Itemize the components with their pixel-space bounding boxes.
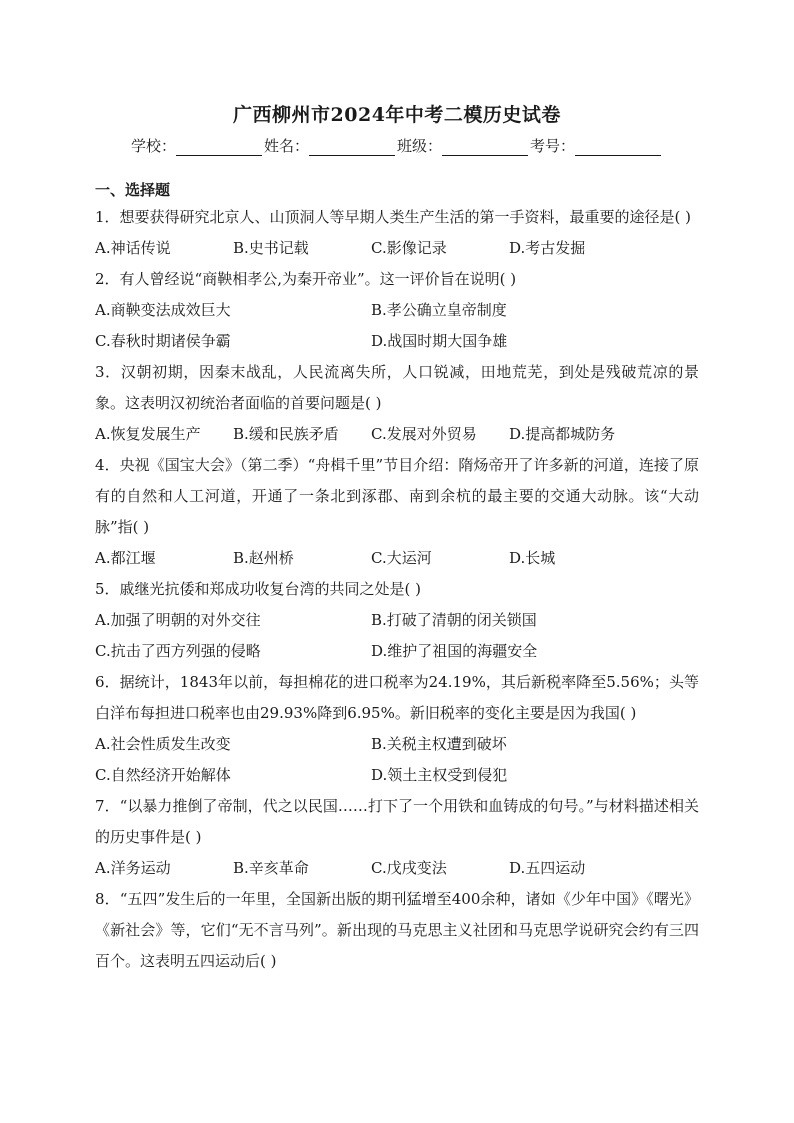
- option-c: C.发展对外贸易: [371, 425, 477, 443]
- option-b: B.孝公确立皇帝制度: [371, 301, 507, 319]
- option-c: C.春秋时期诸侯争霸: [95, 332, 231, 350]
- option-a: A.恢复发展生产: [95, 425, 201, 443]
- class-blank: [442, 139, 528, 156]
- option-a: A.商鞅变法成效巨大: [95, 301, 231, 319]
- info-name: [264, 135, 397, 156]
- question-3: [95, 357, 699, 450]
- section-title: 一、选择题: [95, 181, 171, 199]
- option-a: A.加强了明朝的对外交往: [95, 611, 261, 629]
- info-class: [397, 135, 530, 156]
- options-row: [95, 326, 699, 357]
- question-stem: 8．“五四”发生后的一年里，全国新出版的期刊猛增至400余种，诸如《少年中国》《曙光》《新社会》等，它们“无不言马列”。新出现的马克思主义社团和马克思学说研究会约有三四百个。这表明五四运动后( ): [95, 890, 699, 970]
- options-row: [95, 760, 699, 791]
- options-row: [95, 853, 699, 884]
- question-stem: 1．想要获得研究北京人、山顶洞人等早期人类生产生活的第一手资料，最重要的途径是( ): [95, 208, 692, 226]
- info-label: 班级：: [397, 137, 443, 155]
- options-row: [95, 233, 699, 264]
- option-c: C.大运河: [371, 549, 432, 567]
- info-label: 姓名：: [263, 137, 309, 155]
- option-b: B.关税主权遭到破坏: [371, 735, 507, 753]
- option-b: B.缓和民族矛盾: [233, 425, 339, 443]
- options-row: [95, 605, 699, 636]
- question-stem: 2．有人曾经说“商鞅相孝公,为秦开帝业”。这一评价旨在说明( ): [95, 270, 517, 288]
- option-c: C.抗击了西方列强的侵略: [95, 642, 261, 660]
- question-4: [95, 450, 699, 574]
- option-a: A.社会性质发生改变: [95, 735, 231, 753]
- option-c: C.影像记录: [371, 239, 447, 257]
- name-blank: [309, 139, 395, 156]
- option-d: D.长城: [509, 549, 556, 567]
- options-row: [95, 295, 699, 326]
- option-b: B.辛亥革命: [233, 859, 309, 877]
- option-b: B.史书记载: [233, 239, 309, 257]
- school-blank: [176, 139, 262, 156]
- question-stem: 3．汉朝初期，因秦末战乱，人民流离失所，人口锐减，田地荒芜，到处是残破荒凉的景象。这表明汉初统治者面临的首要问题是( ): [95, 363, 699, 412]
- question-7: [95, 791, 699, 884]
- option-a: A.都江堰: [95, 549, 156, 567]
- question-2: [95, 264, 699, 357]
- info-school: [131, 135, 264, 156]
- option-d: D.考古发掘: [509, 239, 586, 257]
- option-a: A.神话传说: [95, 239, 171, 257]
- question-6: [95, 667, 699, 791]
- option-c: C.自然经济开始解体: [95, 766, 231, 784]
- info-label: 学校：: [130, 137, 176, 155]
- question-stem: 4．央视《国宝大会》（第二季）“舟楫千里”节目介绍：隋炀帝开了许多新的河道，连接了原有的自然和人工河道，开通了一条北到涿郡、南到余杭的最主要的交通大动脉。该“大动脉”指( ): [95, 456, 699, 536]
- option-b: B.打破了清朝的闭关锁国: [371, 611, 537, 629]
- info-exam-number: [530, 135, 663, 156]
- options-row: [95, 419, 699, 450]
- options-row: [95, 729, 699, 760]
- question-1: [95, 202, 699, 264]
- exam-title: 广西柳州市2024年中考二模历史试卷: [233, 104, 561, 126]
- student-info-row: [0, 135, 794, 156]
- question-5: [95, 574, 699, 667]
- option-b: B.赵州桥: [233, 549, 294, 567]
- question-stem: 5．戚继光抗倭和郑成功收复台湾的共同之处是( ): [95, 580, 422, 598]
- option-d: D.领土主权受到侵犯: [371, 766, 508, 784]
- option-d: D.维护了祖国的海疆安全: [371, 642, 538, 660]
- option-c: C.戊戌变法: [371, 859, 447, 877]
- options-row: [95, 543, 699, 574]
- question-stem: 6．据统计，1843年以前，每担棉花的进口税率为24.19%，其后新税率降至5.56%；头等白洋布每担进口税率也由29.93%降到6.95%。新旧税率的变化主要是因为我国( ): [95, 673, 699, 722]
- options-row: [95, 636, 699, 667]
- option-d: D.五四运动: [509, 859, 586, 877]
- option-d: D.战国时期大国争雄: [371, 332, 508, 350]
- exam-content: [95, 178, 699, 977]
- exam-number-blank: [575, 139, 661, 156]
- info-label: 考号：: [530, 137, 576, 155]
- question-8: [95, 884, 699, 977]
- question-stem: 7．“以暴力推倒了帝制，代之以民国……打下了一个用铁和血铸成的句号。”与材料描述相关的历史事件是( ): [95, 797, 699, 846]
- option-a: A.洋务运动: [95, 859, 171, 877]
- option-d: D.提高都城防务: [509, 425, 616, 443]
